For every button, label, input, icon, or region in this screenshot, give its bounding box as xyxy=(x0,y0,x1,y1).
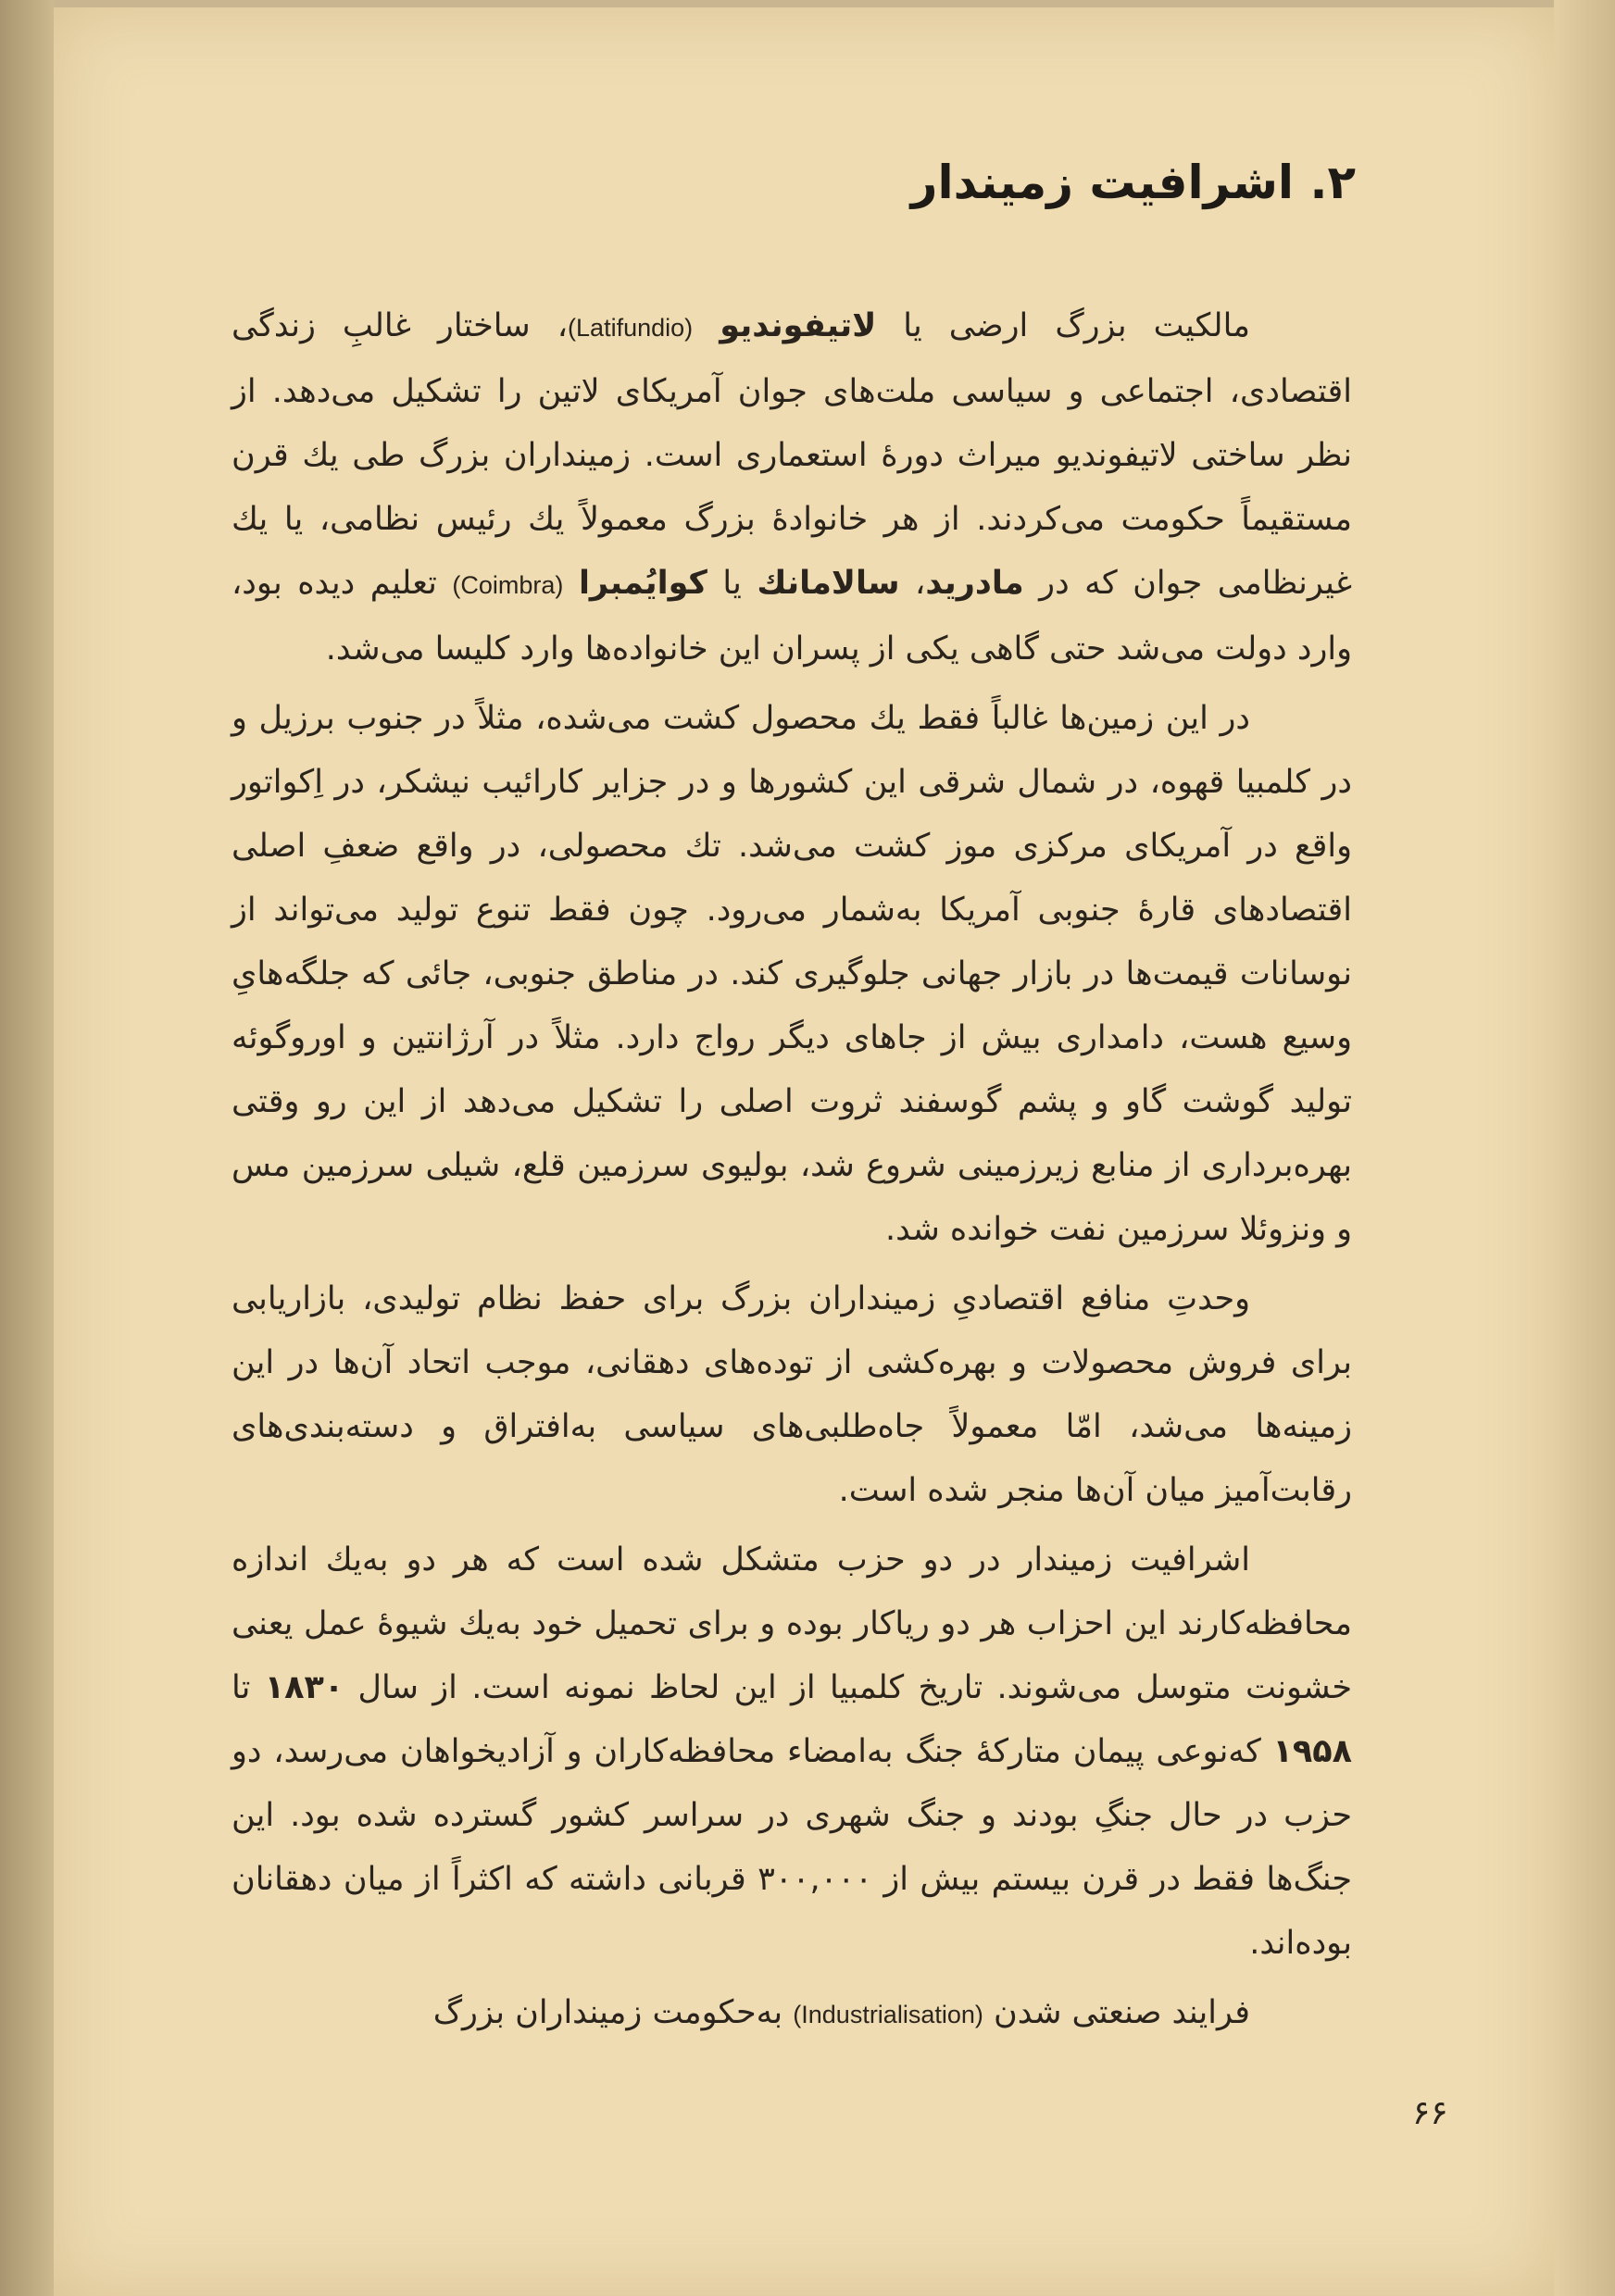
text-run: یا xyxy=(707,565,757,602)
text-run: مالکیت بزرگ ارضی یا xyxy=(876,307,1250,344)
year-end: ۱۹۵۸ xyxy=(1272,1733,1352,1770)
paragraph-industrialisation xyxy=(232,1981,1352,2047)
page-body xyxy=(232,294,1352,2047)
paragraph-monoculture: در این زمین‌ها غالباً فقط یك محصول کشت می‌شده، مثلاً در جنوب برزیل و در کلمبیا قهوه، در شمال شرقی این کشورها و در جزایر کارائیب نیشکر، در اِکواتور واقع در آمریکای مرکزی موز کشت می‌شد. تك محصولی، در واقع ضعفِ اصلی اقتصادهای قارهٔ جنوبی آمریکا به‌شمار می‌رود. چون فقط تنوع تولید می‌تواند از نوسانات قیمت‌ها در بازار جهانی جلوگیری کند. در مناطق جنوبی، جائی که جلگه‌هایِ وسیع هست، دامداری بیش از جاهای دیگر رواج دارد. مثلاً در آرژانتین و اوروگوئه تولید گوشت گاو و پشم گوسفند ثروت اصلی را تشکیل می‌دهد از این رو وقتی بهره‌برداری از منابع زیرزمینی شروع شد، بولیوی سرزمین قلع، شیلی سرزمین مس و ونزوئلا سرزمین نفت خوانده شد. xyxy=(232,700,1352,1248)
paragraph-unity-of-interests: وحدتِ منافع اقتصادیِ زمینداران بزرگ برای حفظ نظام تولیدی، بازاریابی برای فروش محصولات و بهره‌کشی از توده‌های دهقانی، موجب اتحاد آن‌ها در این زمینه‌ها می‌شد، امّا معمولاً جاه‌طلبی‌های سیاسی به‌افتراق و دسته‌بندی‌های رقابت‌آمیز میان آن‌ها منجر شده است. xyxy=(232,1280,1352,1509)
section-title: ۲. اشرافیت زمیندار xyxy=(910,156,1356,209)
book-gutter-shadow xyxy=(0,0,54,2296)
term-industrialisation-en: (Industrialisation) xyxy=(793,2001,983,2028)
term-latifundio-en: (Latifundio) xyxy=(568,314,694,342)
place-madrid: مادرید xyxy=(925,565,1024,602)
text-run: تعلیم دیده بود، وارد دولت می‌شد حتی گاهی یکی از پسران این خانواده‌ها وارد کلیسا می‌شد. xyxy=(232,565,1352,668)
term-latifundio-fa: لاتیفوندیو xyxy=(720,307,877,344)
paragraph-two-parties xyxy=(232,1529,1352,1976)
paragraph-latifundio xyxy=(232,294,1352,681)
text-run: ، xyxy=(899,565,926,602)
page-stack-edge xyxy=(1554,0,1615,2296)
place-coimbra-fa: کوایُمبرا xyxy=(578,565,707,602)
text-run: که‌نوعی پیمان متارکهٔ جنگ به‌امضاء محافظه‌کاران و آزادیخواهان می‌رسد، دو حزب در حال جنگِ بودند و جنگ شهری در سراسر کشور گسترده شده بود. این جنگ‌ها فقط در قرن بیستم بیش از ۳۰۰,۰۰۰ قربانی داشته که اکثراً از میان دهقانان بوده‌اند. xyxy=(232,1733,1352,1962)
year-start: ۱۸۳۰ xyxy=(264,1669,344,1706)
text-run: ، ساختار غالبِ زندگی اقتصادی، اجتماعی و سیاسی ملت‌های جوان آمریکای لاتین را تشکیل می‌دهد. از نظر ساختی لاتیفوندیو میراث دورهٔ استعماری است. زمینداران بزرگ طی یك قرن مستقیماً حکومت می‌کردند. از هر خانوادهٔ بزرگ معمولاً یك رئیس نظامی، یا یك غیرنظامی جوان که در xyxy=(232,307,1353,602)
text-run: فرایند صنعتی شدن xyxy=(983,1994,1250,2031)
page-number: ۶۶ xyxy=(1412,2094,1448,2132)
place-coimbra-en: (Coimbra) xyxy=(452,571,564,599)
text-run: تا xyxy=(232,1669,265,1706)
text-run: اشرافیت زمیندار در دو حزب متشکل شده است که هر دو به‌یك اندازه محافظه‌کارند این احزاب هر دو ریاکار بوده و برای تحمیل خود به‌یك شیوهٔ عمل یعنی خشونت متوسل می‌شوند. تاریخ کلمبیا از این لحاظ نمونه است. از سال xyxy=(232,1541,1352,1706)
place-salamanca: سالامانك xyxy=(757,565,900,602)
text-run: به‌حکومت زمینداران بزرگ xyxy=(432,1994,783,2031)
